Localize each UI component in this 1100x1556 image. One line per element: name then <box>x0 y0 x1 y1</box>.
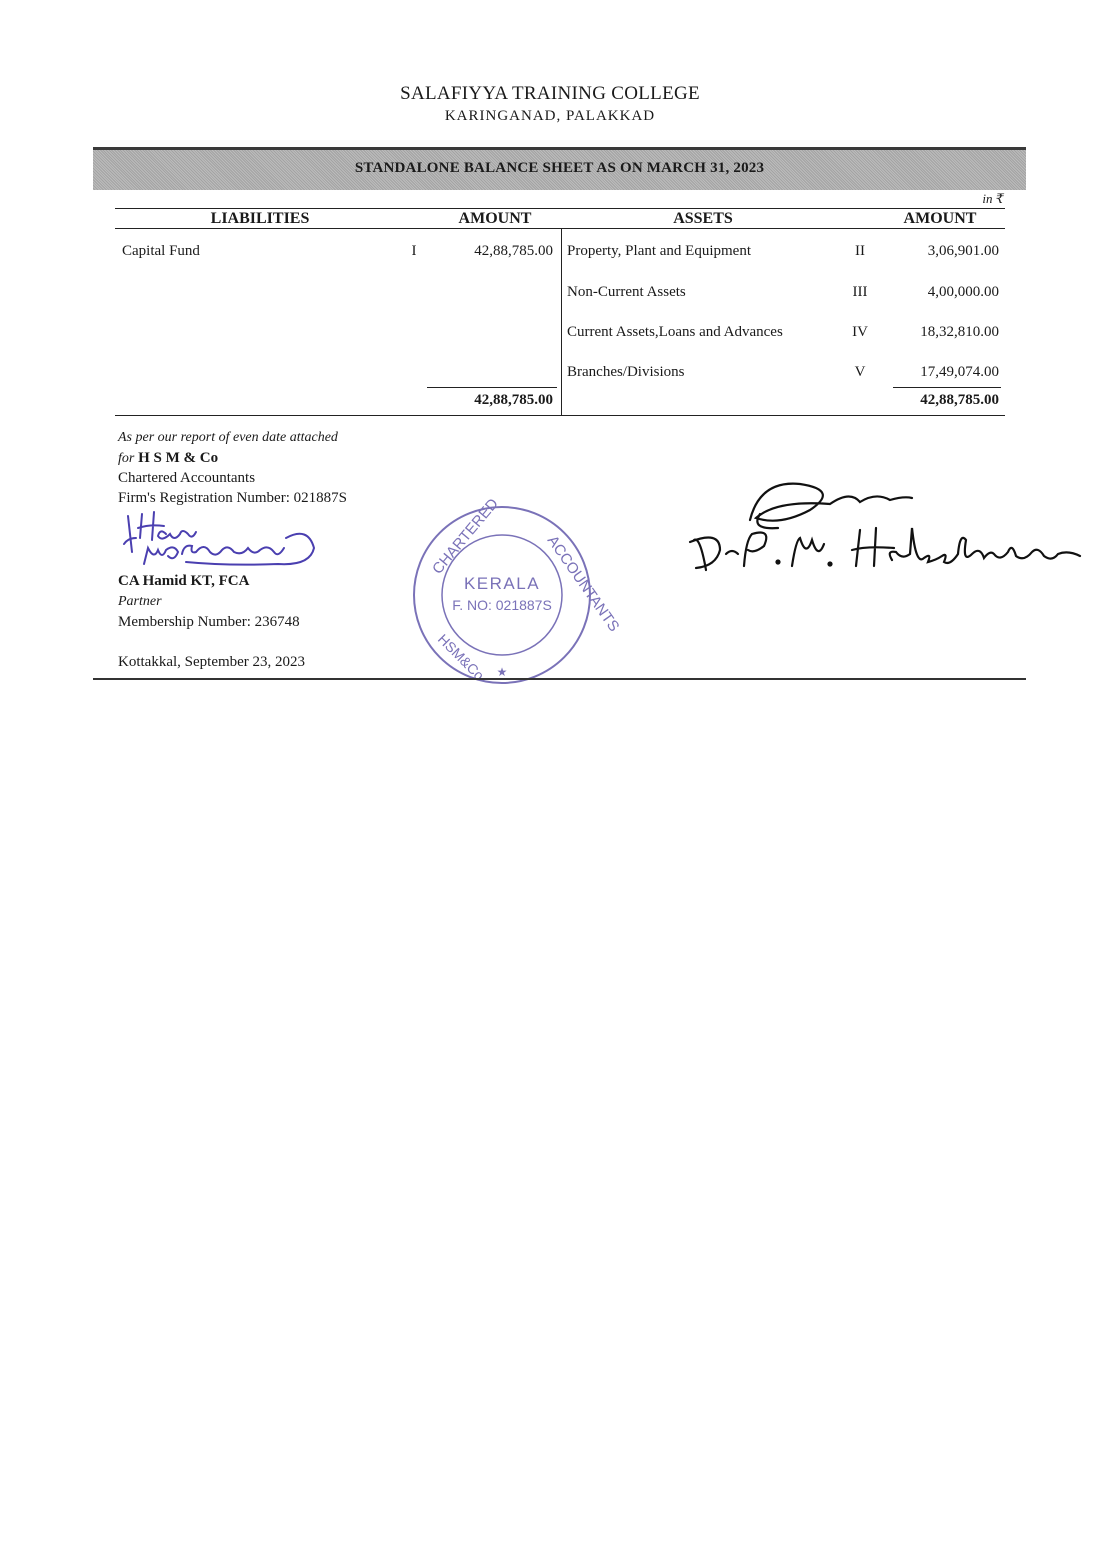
svg-text:★: ★ <box>496 665 508 679</box>
asset-amount: 17,49,074.00 <box>920 364 999 380</box>
place-and-date: Kottakkal, September 23, 2023 <box>118 654 306 670</box>
asset-label: Property, Plant and Equipment <box>567 243 751 259</box>
asset-schedule: V <box>854 364 866 380</box>
liabilities-total-rule <box>427 387 557 388</box>
liabilities-amount-header: AMOUNT <box>458 210 532 227</box>
partner-name: CA Hamid KT, FCA <box>118 573 250 589</box>
liabilities-header: LIABILITIES <box>210 210 310 227</box>
assets-header: ASSETS <box>673 210 733 227</box>
statement-title-band <box>93 147 1026 190</box>
liability-label: Capital Fund <box>122 243 200 259</box>
college-location: KARINGANAD, PALAKKAD <box>444 108 656 124</box>
column-divider <box>561 228 562 416</box>
asset-amount: 4,00,000.00 <box>927 284 999 300</box>
auditor-signature <box>118 508 328 568</box>
currency-note: in ₹ <box>982 191 1004 206</box>
auditor-firm: H S M & Co <box>138 450 219 466</box>
auditor-firm-line <box>118 448 218 469</box>
stamp-line-1: KERALA <box>463 574 541 593</box>
membership-number: Membership Number: 236748 <box>118 614 300 630</box>
for-prefix: for <box>118 451 135 466</box>
svg-text:ACCOUNTANTS: ACCOUNTANTS <box>543 532 623 635</box>
partner-role: Partner <box>118 594 162 609</box>
assets-amount-header: AMOUNT <box>903 210 977 227</box>
statement-title: STANDALONE BALANCE SHEET AS ON MARCH 31, 2023 <box>354 160 765 176</box>
report-reference: As per our report of even date attached <box>118 430 338 445</box>
liability-amount: 42,88,785.00 <box>474 243 553 259</box>
firm-seal-stamp <box>407 495 623 690</box>
svg-text:CHARTERED: CHARTERED <box>429 495 502 578</box>
assets-total: 42,88,785.00 <box>920 392 999 408</box>
asset-schedule: II <box>855 243 865 259</box>
stamp-line-2: F. NO: 021887S <box>452 597 552 613</box>
liability-schedule: I <box>411 243 417 259</box>
firm-registration: Firm's Registration Number: 021887S <box>118 490 347 506</box>
college-name: SALAFIYYA TRAINING COLLEGE <box>400 83 700 104</box>
asset-amount: 3,06,901.00 <box>927 243 999 259</box>
document-header <box>0 82 1100 126</box>
asset-amount: 18,32,810.00 <box>920 324 999 340</box>
asset-schedule: III <box>852 284 868 300</box>
liabilities-total: 42,88,785.00 <box>474 392 553 408</box>
svg-text:HSM&Co: HSM&Co <box>434 630 488 684</box>
auditor-firm-type: Chartered Accountants <box>118 470 256 486</box>
asset-label: Branches/Divisions <box>567 364 685 380</box>
asset-label: Non-Current Assets <box>567 284 686 300</box>
assets-total-rule <box>893 387 1001 388</box>
asset-label: Current Assets,Loans and Advances <box>567 324 783 340</box>
asset-schedule: IV <box>852 324 868 340</box>
principal-signature <box>680 470 1100 580</box>
page-bottom-rule <box>93 678 1026 680</box>
table-bottom-rule <box>115 415 1005 416</box>
